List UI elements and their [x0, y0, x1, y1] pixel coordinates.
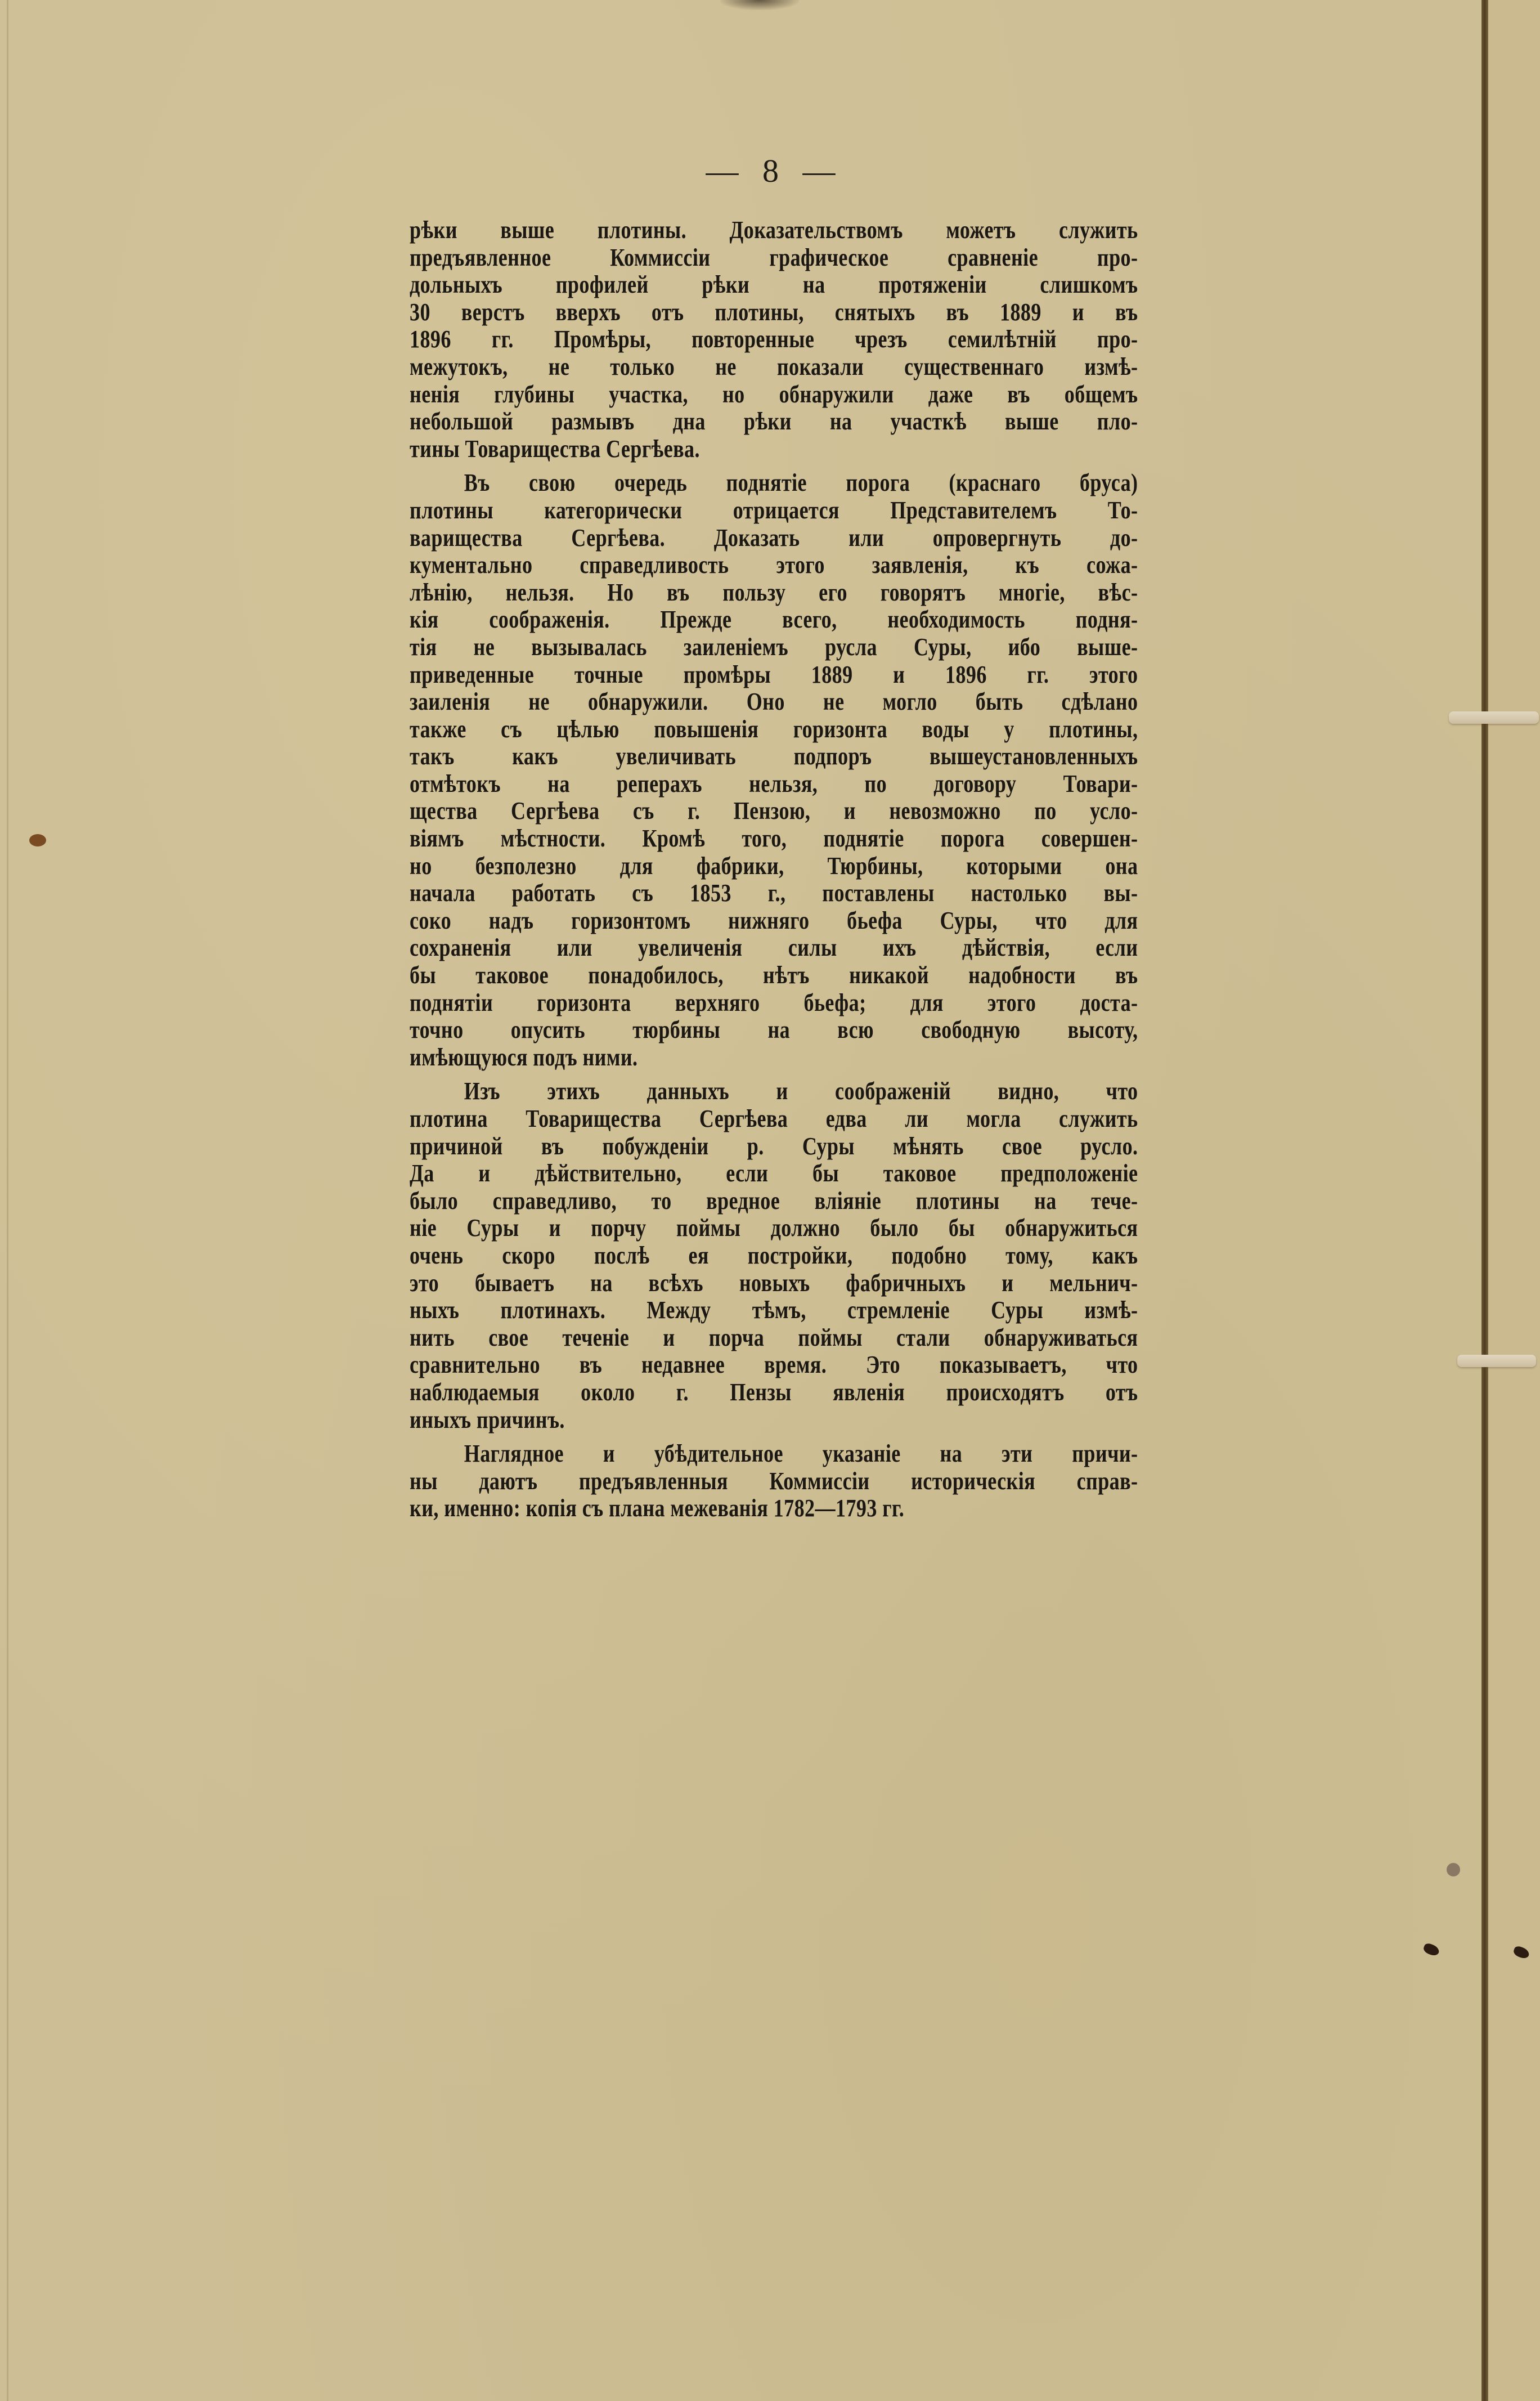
text-line: ныхъ плотинахъ. Между тѣмъ, стремленіе Суры измѣ- [410, 1296, 1138, 1324]
text-line: но безполезно для фабрики, Тюрбины, которыми она [410, 852, 1138, 880]
page-number: — 8 — [706, 153, 843, 189]
text-line: межутокъ, не только не показали существеннаго измѣ- [410, 352, 1138, 380]
page-left-edge [7, 0, 8, 2401]
text-line: причиной въ побужденіи р. Суры мѣнять свое русло. [410, 1132, 1138, 1160]
text-line: также съ цѣлью повышенія горизонта воды у плотины, [410, 715, 1138, 743]
paragraph [410, 217, 1138, 463]
text-line: 1896 гг. Промѣры, повторенные чрезъ семилѣтній про- [410, 325, 1138, 353]
text-line: нить свое теченіе и порча поймы стали обнаруживаться [410, 1323, 1138, 1351]
text-line: плотины категорически отрицается Представителемъ То- [410, 496, 1138, 524]
paper-spot [1447, 1863, 1460, 1876]
text-line: варищества Сергѣева. Доказать или опровергнуть до- [410, 523, 1138, 552]
text-line: наблюдаемыя около г. Пензы явленія происходятъ отъ [410, 1378, 1138, 1406]
text-line: кументально справедливость этого заявленія, къ сожа- [410, 551, 1138, 579]
text-line: кія соображенія. Прежде всего, необходимость подня- [410, 606, 1138, 634]
adjacent-page-edge [1488, 0, 1540, 2401]
text-line: начала работать съ 1853 г., поставлены настолько вы- [410, 879, 1138, 907]
text-line: это бываетъ на всѣхъ новыхъ фабричныхъ и мельнич- [410, 1269, 1138, 1297]
text-line: сравнительно въ недавнее время. Это показываетъ, что [410, 1351, 1138, 1379]
text-line: предъявленное Коммиссіи графическое сравненіе про- [410, 243, 1138, 271]
book-spine-gutter [1481, 0, 1488, 2401]
text-line: ненія глубины участка, но обнаружили даже въ общемъ [410, 380, 1138, 408]
text-line: было справедливо, то вредное вліяніе плотины на тече- [410, 1186, 1138, 1215]
text-line: лѣнію, нельзя. Но въ пользу его говорятъ многіе, вѣс- [410, 578, 1138, 606]
text-line: ніе Суры и порчу поймы должно было бы обнаружиться [410, 1214, 1138, 1242]
text-line: тія не вызывалась заиленіемъ русла Суры, ибо выше- [410, 633, 1138, 661]
text-line: Наглядное и убѣдительное указаніе на эти причи- [464, 1440, 1138, 1468]
binding-hole [1422, 1942, 1440, 1957]
text-line: 30 верстъ вверхъ отъ плотины, снятыхъ въ 1889 и въ [410, 298, 1138, 326]
text-line: заиленія не обнаружили. Оно не могло быть сдѣлано [410, 688, 1138, 716]
text-line: очень скоро послѣ ея постройки, подобно тому, какъ [410, 1241, 1138, 1269]
top-hole-shadow [720, 0, 799, 10]
text-line: имѣющуюся подъ ними. [410, 1043, 638, 1071]
text-line: соко надъ горизонтомъ нижняго бьефа Суры, что для [410, 906, 1138, 934]
body-text [410, 217, 1138, 1522]
text-line: небольшой размывъ дна рѣки на участкѣ выше пло- [410, 407, 1138, 436]
text-line: дольныхъ профилей рѣки на протяженіи слишкомъ [410, 271, 1138, 299]
text-line: приведенные точные промѣры 1889 и 1896 гг. этого [410, 660, 1138, 688]
text-line: ны даютъ предъявленныя Коммиссіи историческія справ- [410, 1467, 1138, 1495]
text-line: щества Сергѣева съ г. Пензою, и невозможно по усло- [410, 797, 1138, 825]
binding-thread [1457, 1355, 1536, 1367]
text-line: бы таковое понадобилось, нѣтъ никакой надобности въ [410, 961, 1138, 989]
text-line: сохраненія или увеличенія силы ихъ дѣйствія, если [410, 934, 1138, 962]
text-line: иныхъ причинъ. [410, 1405, 565, 1434]
paragraph [410, 1440, 1138, 1522]
paragraph [410, 1078, 1138, 1434]
text-line: Въ свою очередь поднятіе порога (краснаго бруса) [464, 469, 1138, 497]
text-line: тины Товарищества Сергѣева. [410, 434, 700, 463]
text-line: ки, именно: копія съ плана межеванія 1782—1793 гг. [410, 1494, 905, 1522]
paragraph [410, 469, 1138, 1071]
text-line: поднятіи горизонта верхняго бьефа; для этого доста- [410, 988, 1138, 1016]
text-line: точно опусить тюрбины на всю свободную высоту, [410, 1016, 1138, 1044]
text-line: отмѣтокъ на реперахъ нельзя, по договору Товари- [410, 769, 1138, 798]
text-line: Да и дѣйствительно, если бы таковое предположеніе [410, 1159, 1138, 1188]
ink-stain [29, 834, 46, 846]
text-line: такъ какъ увеличивать подпоръ вышеустановленныхъ [410, 742, 1138, 771]
text-line: віямъ мѣстности. Кромѣ того, поднятіе порога совершен- [410, 825, 1138, 853]
text-line: рѣки выше плотины. Доказательствомъ можетъ служить [410, 216, 1138, 244]
text-line: Изъ этихъ данныхъ и соображеній видно, что [464, 1077, 1138, 1105]
binding-thread [1449, 711, 1539, 724]
text-line: плотина Товарищества Сергѣева едва ли могла служить [410, 1105, 1138, 1132]
